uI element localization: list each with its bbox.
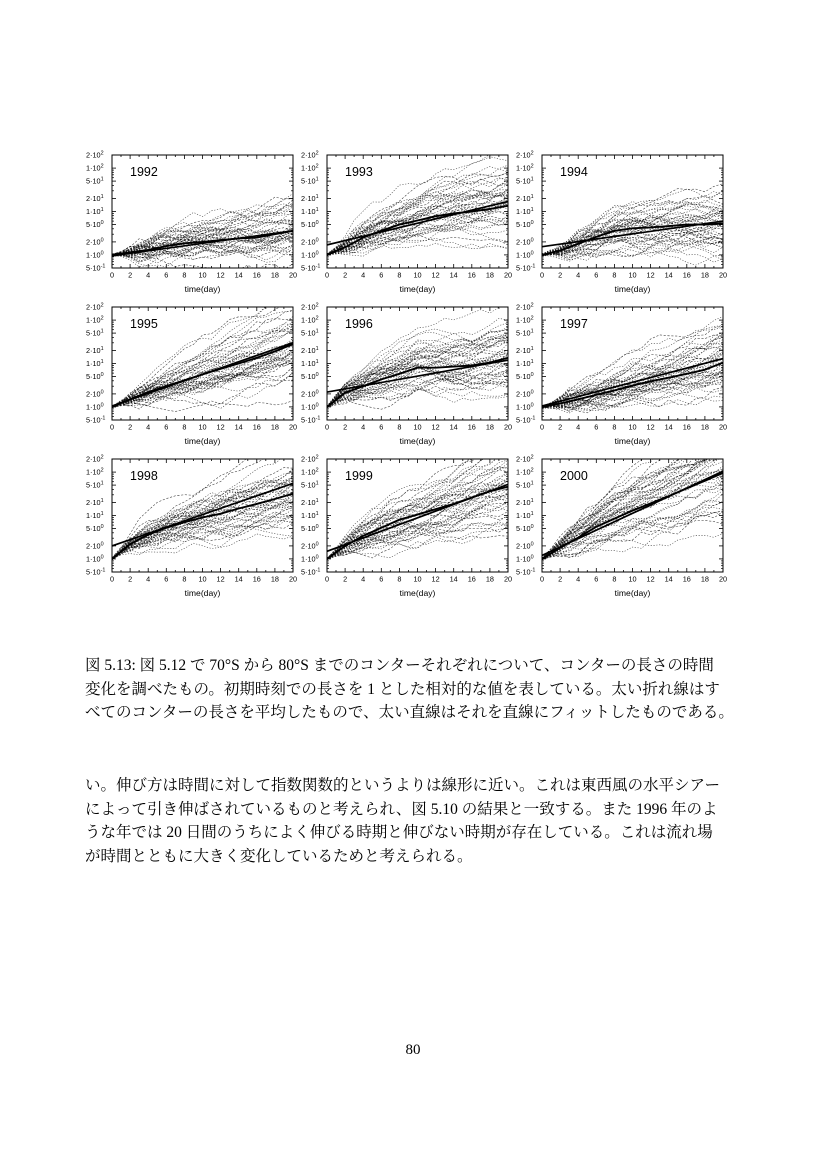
svg-text:1·100: $1\cdot 10^0$: [86, 402, 104, 412]
svg-text:10: 10: [198, 422, 207, 432]
svg-text:6: 6: [594, 270, 599, 280]
svg-text:18: 18: [700, 574, 709, 584]
svg-text:0: 0: [109, 270, 115, 280]
svg-text:1·101: $1\cdot 10^1$: [86, 511, 104, 521]
svg-text:2: 2: [128, 574, 133, 584]
svg-text:6: 6: [594, 574, 599, 584]
caption-line: 図 5.13: 図 5.12 で 70°S から 80°S までのコンターそれぞれについて、コンターの長さの時間: [85, 657, 714, 674]
svg-text:5·101: $5\cdot 10^1$: [516, 328, 534, 338]
svg-text:4: 4: [146, 422, 151, 432]
svg-text:14: 14: [234, 422, 243, 432]
svg-text:16: 16: [467, 574, 476, 584]
svg-text:20: 20: [718, 422, 728, 432]
svg-text:10: 10: [413, 574, 422, 584]
svg-text:4: 4: [146, 574, 151, 584]
svg-text:10: 10: [413, 422, 422, 432]
svg-text:5·10-1: $5\cdot 10^{-1}$: [516, 567, 536, 577]
svg-text:1·102: $1\cdot 10^2$: [86, 315, 104, 325]
svg-text:12: 12: [431, 422, 440, 432]
subplot-1997: [515, 297, 730, 449]
svg-text:10: 10: [628, 270, 637, 280]
svg-text:4: 4: [361, 422, 366, 432]
svg-text:2·100: $2\cdot 10^0$: [86, 389, 104, 399]
svg-text:5·101: $5\cdot 10^1$: [301, 328, 319, 338]
svg-text:time(day): time(day): [614, 436, 651, 446]
svg-text:time(day): time(day): [399, 284, 436, 294]
svg-text:1·100: $1\cdot 10^0$: [301, 402, 319, 412]
body-line: が時間とともに大きく変化しているためと考えられる。: [85, 847, 473, 865]
svg-text:4: 4: [361, 574, 366, 584]
svg-text:2: 2: [343, 574, 348, 584]
svg-text:0: 0: [324, 270, 330, 280]
svg-text:5·10-1: $5\cdot 10^{-1}$: [86, 567, 106, 577]
svg-text:1998: 1998: [130, 469, 158, 483]
svg-text:10: 10: [628, 422, 637, 432]
svg-text:2·101: $2\cdot 10^1$: [301, 194, 319, 203]
svg-text:12: 12: [646, 422, 655, 432]
svg-text:8: 8: [182, 574, 187, 584]
svg-text:12: 12: [216, 574, 225, 584]
svg-text:0: 0: [324, 574, 330, 584]
svg-text:8: 8: [612, 422, 617, 432]
svg-text:8: 8: [397, 422, 402, 432]
caption-line: べてのコンターの長さを平均したもので、太い直線はそれを直線にフィットしたものである。: [85, 704, 734, 721]
svg-text:12: 12: [431, 270, 440, 280]
svg-text:1·100: $1\cdot 10^0$: [516, 402, 534, 412]
svg-text:5·100: $5\cdot 10^0$: [301, 220, 319, 230]
svg-text:14: 14: [664, 574, 673, 584]
svg-text:1·100: $1\cdot 10^0$: [516, 554, 534, 564]
svg-text:12: 12: [216, 422, 225, 432]
svg-text:2·101: $2\cdot 10^1$: [301, 498, 319, 507]
svg-text:2·101: $2\cdot 10^1$: [301, 346, 319, 355]
svg-text:18: 18: [485, 574, 494, 584]
svg-text:1999: 1999: [345, 469, 373, 483]
body-line: によって引き伸ばされているものと考えられ、図 5.10 の結果と一致する。また 1996 年のよ: [85, 800, 718, 818]
svg-text:20: 20: [718, 270, 728, 280]
svg-text:8: 8: [612, 574, 617, 584]
svg-text:8: 8: [182, 270, 187, 280]
svg-text:18: 18: [270, 422, 279, 432]
svg-text:12: 12: [646, 574, 655, 584]
svg-text:20: 20: [288, 270, 298, 280]
svg-text:1·100: $1\cdot 10^0$: [301, 554, 319, 564]
svg-text:16: 16: [682, 270, 691, 280]
svg-text:5·10-1: $5\cdot 10^{-1}$: [301, 567, 321, 577]
svg-text:16: 16: [252, 574, 261, 584]
svg-text:0: 0: [539, 574, 545, 584]
svg-text:1·102: $1\cdot 10^2$: [516, 163, 534, 173]
svg-text:18: 18: [485, 422, 494, 432]
svg-text:5·100: $5\cdot 10^0$: [86, 372, 104, 382]
svg-text:time(day): time(day): [184, 436, 221, 446]
svg-text:2·100: $2\cdot 10^0$: [86, 237, 104, 247]
svg-text:2: 2: [343, 270, 348, 280]
svg-text:14: 14: [664, 270, 673, 280]
subplot-1996: [300, 297, 515, 449]
svg-text:20: 20: [288, 422, 298, 432]
svg-text:1·101: $1\cdot 10^1$: [301, 207, 319, 217]
svg-text:16: 16: [252, 422, 261, 432]
svg-text:2·100: $2\cdot 10^0$: [86, 541, 104, 551]
svg-text:0: 0: [324, 422, 330, 432]
svg-text:5·100: $5\cdot 10^0$: [516, 524, 534, 534]
svg-text:14: 14: [234, 574, 243, 584]
svg-text:1·102: $1\cdot 10^2$: [86, 163, 104, 173]
subplot-1993: [300, 145, 515, 297]
svg-text:4: 4: [576, 422, 581, 432]
svg-text:20: 20: [503, 422, 513, 432]
svg-text:20: 20: [288, 574, 298, 584]
svg-text:6: 6: [164, 270, 169, 280]
svg-text:2·102: $2\cdot 10^2$: [516, 454, 534, 464]
svg-text:2·100: $2\cdot 10^0$: [301, 389, 319, 399]
svg-text:1·101: $1\cdot 10^1$: [301, 359, 319, 369]
svg-text:16: 16: [252, 270, 261, 280]
svg-text:time(day): time(day): [399, 436, 436, 446]
svg-text:5·100: $5\cdot 10^0$: [301, 372, 319, 382]
svg-text:1·101: $1\cdot 10^1$: [516, 511, 534, 521]
svg-text:20: 20: [503, 270, 513, 280]
svg-text:5·101: $5\cdot 10^1$: [301, 176, 319, 186]
svg-text:time(day): time(day): [614, 284, 651, 294]
svg-text:2·101: $2\cdot 10^1$: [86, 498, 104, 507]
svg-text:1·100: $1\cdot 10^0$: [86, 250, 104, 260]
svg-text:4: 4: [146, 270, 151, 280]
svg-text:1·102: $1\cdot 10^2$: [301, 467, 319, 477]
svg-text:2·101: $2\cdot 10^1$: [516, 194, 534, 203]
svg-text:1·101: $1\cdot 10^1$: [301, 511, 319, 521]
svg-text:6: 6: [379, 270, 384, 280]
svg-text:1995: 1995: [130, 317, 158, 331]
svg-text:2: 2: [558, 422, 563, 432]
svg-text:14: 14: [449, 270, 458, 280]
body-paragraph: [85, 774, 749, 868]
svg-text:1·101: $1\cdot 10^1$: [516, 207, 534, 217]
svg-text:5·10-1: $5\cdot 10^{-1}$: [516, 263, 536, 273]
svg-text:5·101: $5\cdot 10^1$: [516, 480, 534, 490]
svg-text:4: 4: [361, 270, 366, 280]
svg-text:2: 2: [128, 422, 133, 432]
svg-text:2·102: $2\cdot 10^2$: [86, 302, 104, 312]
svg-text:1·102: $1\cdot 10^2$: [516, 315, 534, 325]
svg-text:18: 18: [485, 270, 494, 280]
svg-text:2000: 2000: [560, 469, 588, 483]
svg-text:16: 16: [682, 574, 691, 584]
svg-text:5·10-1: $5\cdot 10^{-1}$: [301, 263, 321, 273]
svg-text:0: 0: [539, 422, 545, 432]
svg-text:4: 4: [576, 574, 581, 584]
svg-text:2: 2: [343, 422, 348, 432]
svg-text:12: 12: [216, 270, 225, 280]
svg-text:10: 10: [198, 270, 207, 280]
svg-text:1·100: $1\cdot 10^0$: [516, 250, 534, 260]
svg-text:5·100: $5\cdot 10^0$: [86, 220, 104, 230]
svg-text:1·101: $1\cdot 10^1$: [86, 207, 104, 217]
svg-text:1·101: $1\cdot 10^1$: [516, 359, 534, 369]
svg-text:18: 18: [270, 574, 279, 584]
svg-text:8: 8: [612, 270, 617, 280]
svg-text:2·100: $2\cdot 10^0$: [516, 237, 534, 247]
figure-5-13-panel-grid: [85, 145, 745, 601]
svg-text:10: 10: [628, 574, 637, 584]
svg-text:8: 8: [397, 270, 402, 280]
svg-text:2·102: $2\cdot 10^2$: [301, 150, 319, 160]
svg-text:2·102: $2\cdot 10^2$: [301, 454, 319, 464]
svg-text:1·102: $1\cdot 10^2$: [86, 467, 104, 477]
svg-text:time(day): time(day): [184, 588, 221, 598]
svg-text:6: 6: [594, 422, 599, 432]
svg-text:18: 18: [270, 270, 279, 280]
svg-text:14: 14: [234, 270, 243, 280]
svg-text:0: 0: [109, 422, 115, 432]
svg-text:2·101: $2\cdot 10^1$: [86, 194, 104, 203]
svg-text:18: 18: [700, 422, 709, 432]
svg-text:20: 20: [718, 574, 728, 584]
svg-text:10: 10: [413, 270, 422, 280]
svg-text:1994: 1994: [560, 165, 588, 179]
svg-text:2·102: $2\cdot 10^2$: [516, 302, 534, 312]
subplot-1998: [85, 449, 300, 601]
svg-text:6: 6: [379, 422, 384, 432]
svg-text:20: 20: [503, 574, 513, 584]
svg-text:1·102: $1\cdot 10^2$: [516, 467, 534, 477]
svg-text:5·10-1: $5\cdot 10^{-1}$: [86, 263, 106, 273]
svg-text:5·101: $5\cdot 10^1$: [516, 176, 534, 186]
svg-text:time(day): time(day): [614, 588, 651, 598]
svg-text:6: 6: [379, 574, 384, 584]
svg-text:6: 6: [164, 422, 169, 432]
svg-text:5·101: $5\cdot 10^1$: [86, 328, 104, 338]
svg-text:1996: 1996: [345, 317, 373, 331]
svg-text:5·100: $5\cdot 10^0$: [301, 524, 319, 534]
svg-text:1·101: $1\cdot 10^1$: [86, 359, 104, 369]
svg-text:1·102: $1\cdot 10^2$: [301, 315, 319, 325]
svg-text:18: 18: [700, 270, 709, 280]
svg-text:0: 0: [109, 574, 115, 584]
svg-text:time(day): time(day): [399, 588, 436, 598]
svg-text:12: 12: [646, 270, 655, 280]
svg-text:14: 14: [449, 422, 458, 432]
svg-text:4: 4: [576, 270, 581, 280]
svg-text:2: 2: [128, 270, 133, 280]
subplot-1995: [85, 297, 300, 449]
svg-text:2·100: $2\cdot 10^0$: [516, 389, 534, 399]
svg-text:5·10-1: $5\cdot 10^{-1}$: [516, 415, 536, 425]
svg-text:16: 16: [467, 422, 476, 432]
caption-line: 変化を調べたもの。初期時刻での長さを 1 とした相対的な値を表している。太い折れ線はす: [85, 680, 720, 698]
svg-text:6: 6: [164, 574, 169, 584]
svg-text:5·101: $5\cdot 10^1$: [86, 480, 104, 490]
svg-text:5·100: $5\cdot 10^0$: [86, 524, 104, 534]
svg-text:5·10-1: $5\cdot 10^{-1}$: [301, 415, 321, 425]
svg-text:2·100: $2\cdot 10^0$: [516, 541, 534, 551]
svg-text:5·101: $5\cdot 10^1$: [86, 176, 104, 186]
subplot-1992: [85, 145, 300, 297]
svg-text:2: 2: [558, 574, 563, 584]
svg-text:1992: 1992: [130, 165, 158, 179]
svg-text:10: 10: [198, 574, 207, 584]
subplot-1994: [515, 145, 730, 297]
svg-text:2·100: $2\cdot 10^0$: [301, 237, 319, 247]
svg-text:time(day): time(day): [184, 284, 221, 294]
svg-text:14: 14: [664, 422, 673, 432]
svg-text:0: 0: [539, 270, 545, 280]
svg-text:5·100: $5\cdot 10^0$: [516, 220, 534, 230]
svg-text:2·102: $2\cdot 10^2$: [86, 150, 104, 160]
svg-text:1993: 1993: [345, 165, 373, 179]
svg-text:14: 14: [449, 574, 458, 584]
svg-text:2·101: $2\cdot 10^1$: [86, 346, 104, 355]
svg-text:1·102: $1\cdot 10^2$: [301, 163, 319, 173]
svg-text:16: 16: [682, 422, 691, 432]
figure-caption: [85, 654, 749, 725]
page-number: 80: [405, 1042, 421, 1058]
svg-text:1·100: $1\cdot 10^0$: [86, 554, 104, 564]
svg-text:5·10-1: $5\cdot 10^{-1}$: [86, 415, 106, 425]
svg-text:5·100: $5\cdot 10^0$: [516, 372, 534, 382]
body-line: うな年では 20 日間のうちによく伸びる時期と伸びない時期が存在している。これは流れ場: [85, 824, 713, 841]
svg-text:5·101: $5\cdot 10^1$: [301, 480, 319, 490]
svg-text:8: 8: [397, 574, 402, 584]
svg-text:2·102: $2\cdot 10^2$: [86, 454, 104, 464]
svg-text:2·102: $2\cdot 10^2$: [301, 302, 319, 312]
svg-text:2: 2: [558, 270, 563, 280]
svg-text:2·102: $2\cdot 10^2$: [516, 150, 534, 160]
svg-text:2·101: $2\cdot 10^1$: [516, 498, 534, 507]
subplot-2000: [515, 449, 730, 601]
svg-text:1·100: $1\cdot 10^0$: [301, 250, 319, 260]
svg-text:16: 16: [467, 270, 476, 280]
svg-text:2·101: $2\cdot 10^1$: [516, 346, 534, 355]
subplot-1999: [300, 449, 515, 601]
svg-text:2·100: $2\cdot 10^0$: [301, 541, 319, 551]
svg-text:1997: 1997: [560, 317, 588, 331]
svg-text:12: 12: [431, 574, 440, 584]
svg-text:8: 8: [182, 422, 187, 432]
body-line: い。伸び方は時間に対して指数関数的というよりは線形に近い。これは東西風の水平シアー: [85, 777, 721, 794]
